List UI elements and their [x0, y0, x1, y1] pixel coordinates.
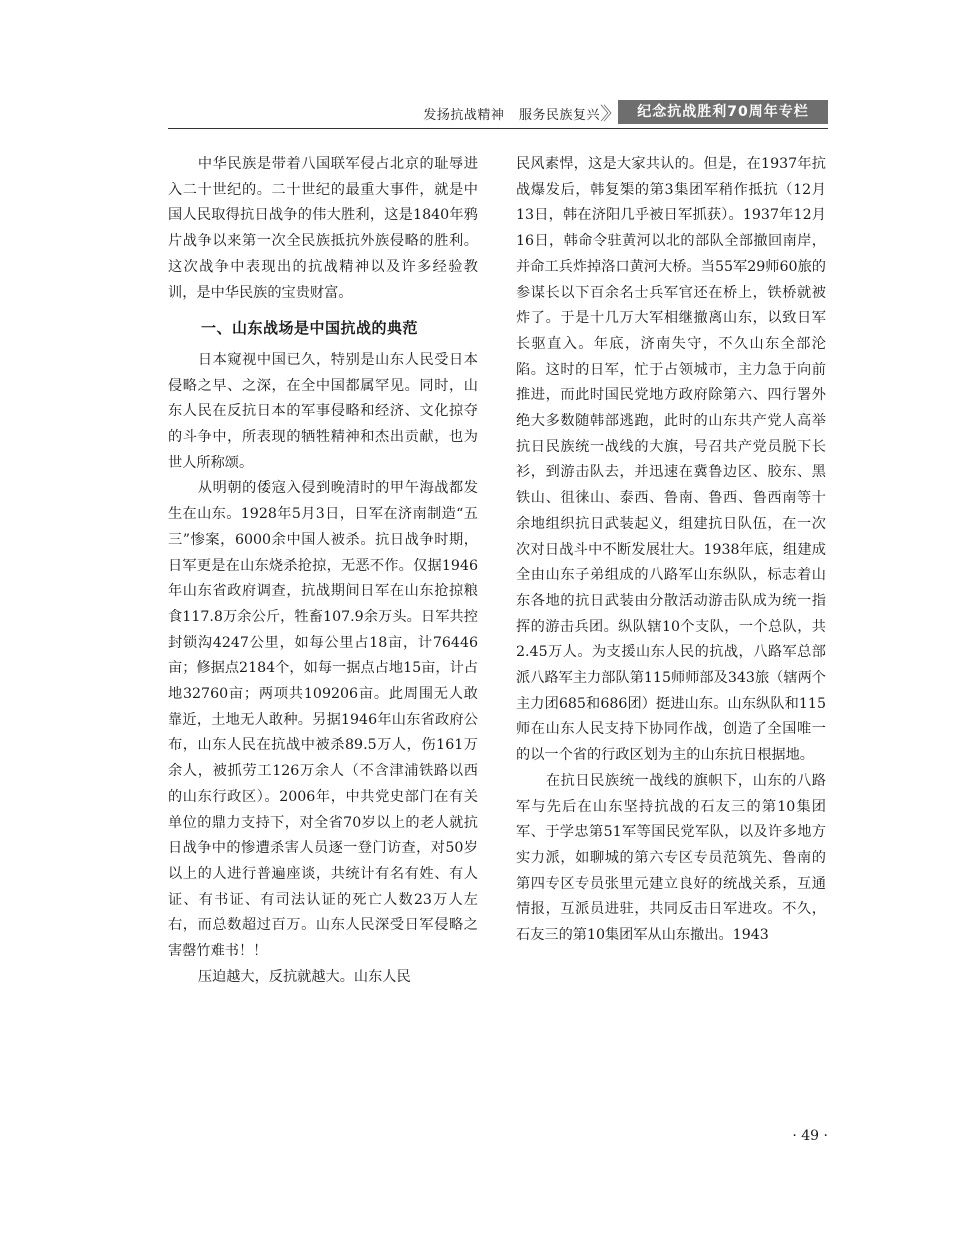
left-column [168, 152, 478, 991]
right-column [516, 152, 826, 949]
running-header [168, 98, 828, 128]
chevron-right-icon: 〉〉 [600, 104, 615, 125]
body-paragraph: 在抗日民族统一战线的旗帜下，山东的八路军与先后在山东坚持抗战的石友三的第10集团军、于学忠第51军等国民党军队，以及许多地方实力派，如聊城的第六专区专员范筑先、鲁南的第四专区专员张里元建立良好的统战关系，互通情报，互派员进驻，共同反击日军进攻。不久，石友三的第10集团军从山东撤出。1943 [516, 772, 826, 944]
intro-paragraph: 中华民族是带着八国联军侵占北京的耻辱进入二十世纪的。二十世纪的最重大事件，就是中国人民取得抗日战争的伟大胜利，这是1840年鸦片战争以来第一次全民族抵抗外族侵略的胜利。这次战争中表现出的抗战精神以及许多经验教训，是中华民族的宝贵财富。 [168, 156, 478, 301]
section-heading: 一、山东战场是中国抗战的典范 [201, 319, 419, 338]
header-slogan-1: 发扬抗战精神 [423, 108, 505, 123]
header-slogan-2: 服务民族复兴 [518, 108, 600, 123]
body-paragraph: 压迫越大，反抗就越大。山东人民 [197, 968, 411, 985]
header-divider [168, 128, 828, 129]
body-paragraph: 从明朝的倭寇入侵到晚清时的甲午海战都发生在山东。1928年5月3日，日军在济南制造“五三”惨案，6000余中国人被杀。抗日战争时期，日军更是在山东烧杀抢掠，无恶不作。仅据1946年山东省政府调查，抗战期间日军在山东抢掠粮食117.8万余公斤，牲畜107.9余万头。日军共控封锁沟4247公里，如每公里占18亩，计76446亩；修据点2184个，如每一据点占地15亩，计占地32760亩；两项共109206亩。此周围无人敢靠近，土地无人敢种。另据1946年山东省政府公布，山东人民在抗战中被杀89.5万人，伤161万余人，被抓劳工126万余人（不含津浦铁路以西的山东行政区）。2006年，中共党史部门在有关单位的鼎力支持下，对全省70岁以上的老人就抗日战争中的惨遭杀害人员逐一登门访查，对50岁以上的人进行普遍座谈，共统计有名有姓、有人证、有书证、有司法认证的死亡人数23万人左右，而总数超过百万。山东人民深受日军侵略之害罄竹难书！！ [168, 480, 478, 960]
column-tag: 纪念抗战胜利70周年专栏 [618, 100, 828, 124]
header-slogans [413, 104, 600, 123]
page-number: · 49 · [792, 1128, 828, 1144]
body-paragraph-continued: 民风素悍，这是大家共认的。但是，在1937年抗战爆发后，韩复榘的第3集团军稍作抵抗（12月13日，韩在济阳几乎被日军抓获）。1937年12月16日，韩命令驻黄河以北的部队全部撤回南岸，并命工兵炸掉洛口黄河大桥。当55军29师60旅的参谋长以下百余名士兵军官还在桥上，铁桥就被炸了。于是十几万大军相继撤离山东，以致日军长驱直入。年底，济南失守，不久山东全部沦陷。这时的日军，忙于占领城市，主力急于向前推进，而此时国民党地方政府除第六、四行署外绝大多数随韩部逃跑，此时的山东共产党人高举抗日民族统一战线的大旗，号召共产党员脱下长衫，到游击队去，并迅速在冀鲁边区、胶东、黑铁山、徂徕山、泰西、鲁南、鲁西、鲁西南等十余地组织抗日武装起义，组建抗日队伍，在一次次对日战斗中不断发展壮大。1938年底，组建成全由山东子弟组成的八路军山东纵队，标志着山东各地的抗日武装由分散活动游击队成为统一指挥的游击兵团。纵队辖10个支队，一个总队，共2.45万人。为支援山东人民的抗战，八路军总部派八路军主力部队第115师师部及343旅（辖两个主力团685和686团）挺进山东。山东纵队和115师在山东人民支持下协同作战，创造了全国唯一的以一个省的行政区划为主的山东抗日根据地。 [516, 156, 826, 764]
body-paragraph: 日本窥视中国已久，特别是山东人民受日本侵略之早、之深，在全中国都属罕见。同时，山东人民在反抗日本的军事侵略和经济、文化掠夺的斗争中，所表现的牺牲精神和杰出贡献，也为世人所称颂。 [168, 351, 478, 471]
